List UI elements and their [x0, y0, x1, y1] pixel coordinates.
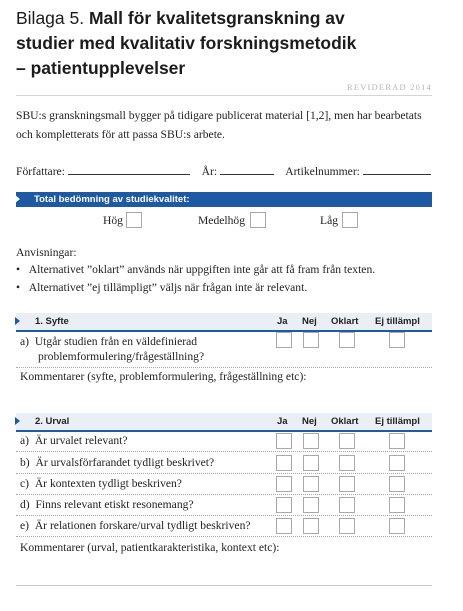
checkbox-no[interactable] — [303, 455, 319, 471]
col-unclear: Oklart — [331, 416, 359, 427]
checkbox-unclear[interactable] — [339, 497, 355, 513]
metadata-fields — [16, 164, 431, 178]
rating-high-label: Hög — [103, 214, 123, 227]
checkbox-no[interactable] — [303, 476, 319, 492]
divider — [16, 95, 432, 96]
col-unclear: Oklart — [331, 316, 359, 327]
question-2c: c) Är kontexten tydligt beskriven? — [20, 477, 182, 490]
section-2-comments-label: Kommentarer (urval, patientkarakteristika, kontext etc): — [20, 541, 280, 554]
checkbox-not-applicable[interactable] — [389, 433, 405, 449]
rating-medium-label: Medelhög — [198, 214, 246, 227]
row-divider — [16, 494, 432, 495]
year-label: År: — [201, 165, 218, 178]
checkbox-not-applicable[interactable] — [389, 455, 405, 471]
checkbox-unclear[interactable] — [339, 518, 355, 534]
checkbox-unclear[interactable] — [339, 433, 355, 449]
checkbox-yes[interactable] — [276, 455, 292, 471]
revised-note: REVIDERAD 2014 — [346, 82, 432, 92]
section-1-comments-label: Kommentarer (syfte, problemformulering, frågeställning etc): — [20, 370, 307, 383]
checkbox-not-applicable[interactable] — [389, 497, 405, 513]
checkbox-yes[interactable] — [276, 497, 292, 513]
page-title — [16, 6, 456, 81]
author-label: Författare: — [16, 165, 65, 178]
col-yes: Ja — [277, 416, 288, 427]
row-divider — [16, 536, 432, 537]
checkbox-unclear[interactable] — [339, 455, 355, 471]
author-field[interactable] — [68, 164, 190, 175]
question-2a: a) Är urvalet relevant? — [20, 434, 128, 447]
col-no: Nej — [302, 316, 317, 327]
divider — [16, 585, 432, 586]
rating-low-checkbox[interactable] — [342, 212, 358, 228]
question-1a: a) Utgår studien från en väldefinierad problemformulering/frågeställning? — [20, 335, 205, 363]
checkbox-not-applicable[interactable] — [389, 518, 405, 534]
checkbox-yes[interactable] — [276, 433, 292, 449]
checkbox-not-applicable[interactable] — [389, 332, 405, 348]
col-yes: Ja — [277, 316, 288, 327]
col-not-applicable: Ej tillämpl — [375, 316, 420, 327]
row-divider — [16, 451, 432, 452]
col-not-applicable: Ej tillämpl — [375, 416, 420, 427]
arrow-icon — [15, 317, 20, 325]
arrow-icon — [15, 195, 20, 203]
section-2-title: 2. Urval — [35, 416, 70, 427]
checkbox-unclear[interactable] — [339, 476, 355, 492]
rating-low-label: Låg — [320, 214, 339, 227]
title-line-1: Mall för kvalitetsgranskning av — [88, 8, 345, 28]
checkbox-no[interactable] — [303, 497, 319, 513]
title-prefix: Bilaga 5. — [16, 8, 85, 28]
article-number-field[interactable] — [363, 164, 431, 175]
section-2-header — [16, 413, 432, 432]
row-divider — [16, 367, 432, 368]
row-divider — [16, 473, 432, 474]
arrow-icon — [15, 417, 20, 425]
checkbox-no[interactable] — [303, 332, 319, 348]
article-label: Artikelnummer: — [285, 165, 360, 178]
instruction-item: • Alternativet ”oklart” används när uppgiften inte går att få fram från texten. — [16, 263, 376, 276]
checkbox-yes[interactable] — [276, 518, 292, 534]
intro-text: SBU:s granskningsmall bygger på tidigare publicerat material [1,2], men har bearbetats och kompletterats för att passa SBU:s arbete. — [16, 109, 422, 141]
question-2b: b) Är urvalsförfarandet tydligt beskrivet? — [20, 456, 215, 469]
title-line-3: – patientupplevelser — [16, 58, 186, 78]
total-rating-title: Total bedömning av studiekvalitet: — [34, 194, 190, 205]
total-rating-bar — [16, 192, 432, 207]
col-no: Nej — [302, 416, 317, 427]
title-line-2: studier med kvalitativ forskningsmetodik — [16, 33, 357, 53]
question-2d: d) Finns relevant etiskt resonemang? — [20, 498, 194, 511]
checkbox-no[interactable] — [303, 518, 319, 534]
section-1-title: 1. Syfte — [35, 316, 69, 327]
rating-high-checkbox[interactable] — [126, 212, 142, 228]
checkbox-yes[interactable] — [276, 332, 292, 348]
row-divider — [16, 515, 432, 516]
checkbox-yes[interactable] — [276, 476, 292, 492]
checkbox-no[interactable] — [303, 433, 319, 449]
rating-medium-checkbox[interactable] — [250, 212, 266, 228]
section-1-header — [16, 313, 432, 332]
checkbox-not-applicable[interactable] — [389, 476, 405, 492]
instructions-heading: Anvisningar: — [16, 246, 77, 259]
question-2e: e) Är relationen forskare/urval tydligt beskriven? — [20, 519, 251, 532]
year-field[interactable] — [220, 164, 274, 175]
instruction-item: • Alternativet ”ej tillämpligt” väljs när frågan inte är relevant. — [16, 281, 308, 294]
checkbox-unclear[interactable] — [339, 332, 355, 348]
